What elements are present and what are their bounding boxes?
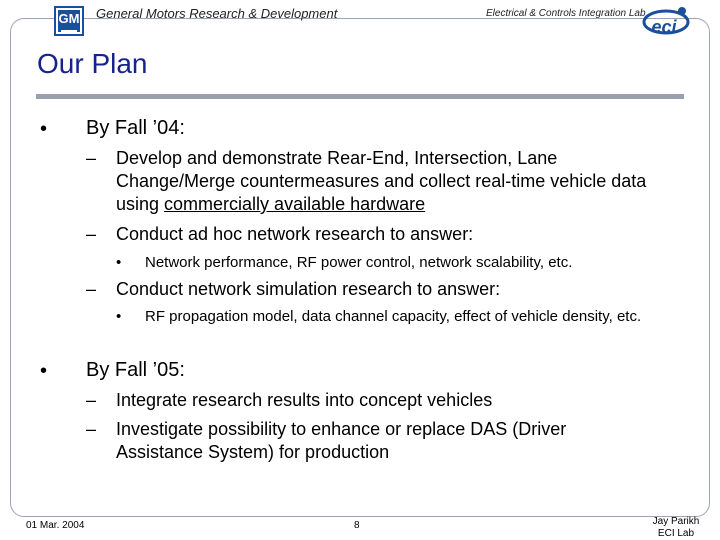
bullet-fall04-sub1 [116,147,676,216]
bullet-fall04-sub2: Conduct ad hoc network research to answer: [116,224,474,244]
bullet-marker: • [116,308,122,325]
eci-logo-text: eci [651,17,677,37]
dash-marker: – [86,419,97,439]
gm-logo-text: GM [58,11,80,26]
bullet-fall04-sub2-detail: Network performance, RF power control, network scalability, etc. [145,254,573,271]
header-org: General Motors Research & Development [96,6,338,21]
bullet-fall05-sub2: Investigate possibility to enhance or replace DAS (Driver Assistance System) for production [116,419,567,462]
dash-marker: – [86,224,97,244]
bullet-marker: • [40,118,48,140]
footer-lab: ECI Lab [657,528,695,539]
footer-author: Jay Parikh [652,516,700,527]
title-rule [36,94,684,99]
footer-page-number: 8 [354,520,360,531]
header-lab: Electrical & Controls Integration Lab [486,8,646,19]
eci-logo-dot [678,7,686,15]
bullet-fall04-sub3: Conduct network simulation research to answer: [116,279,501,299]
bullet-marker: • [40,360,48,382]
page-title: Our Plan [37,48,148,79]
sub1-text: Develop and demonstrate Rear-End, Intersection, Lane Change/Merge countermeasures and collect real-time vehicle data using [116,148,647,214]
bullet-fall05-heading: By Fall ’05: [86,359,185,381]
bullet-fall04-heading: By Fall ’04: [86,117,185,139]
footer-date: 01 Mar. 2004 [26,520,85,531]
dash-marker: – [86,148,97,168]
sub1-underlined: commercially available hardware [164,194,426,214]
eci-logo [638,4,690,38]
dash-marker: – [86,279,97,299]
gm-logo [54,6,84,36]
bullet-fall05-sub1: Integrate research results into concept vehicles [116,390,493,410]
dash-marker: – [86,390,97,410]
bullet-marker: • [116,254,122,271]
bullet-fall04-sub3-detail: RF propagation model, data channel capacity, effect of vehicle density, etc. [145,308,642,325]
